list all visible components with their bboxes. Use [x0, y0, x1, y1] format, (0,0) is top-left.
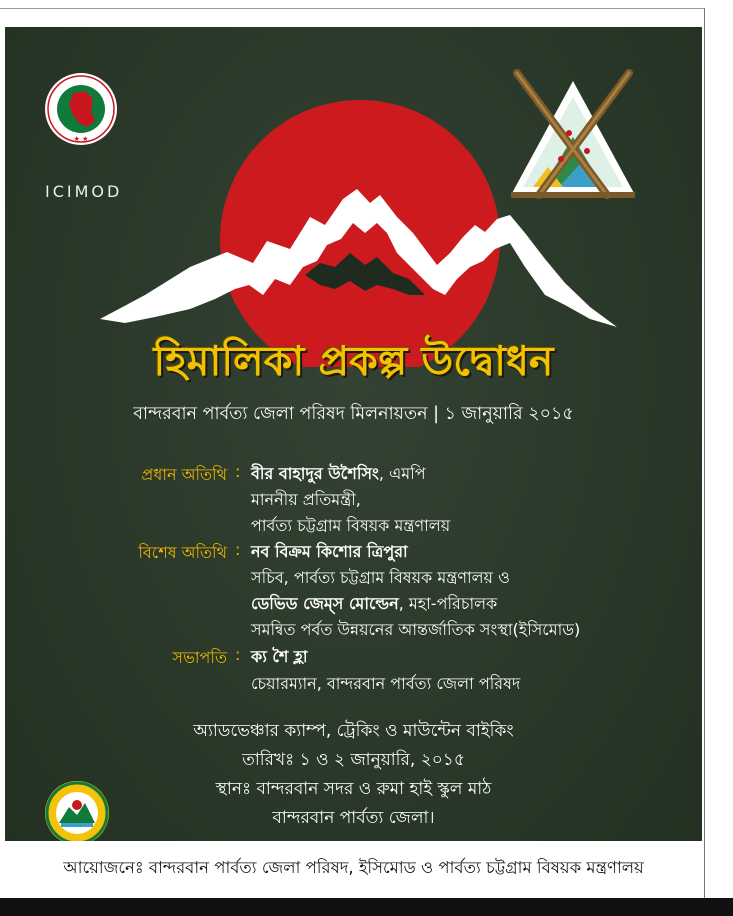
page-bottom-bar [0, 898, 733, 916]
chief-guest-ministry: পার্বত্য চট্টগ্রাম বিষয়ক মন্ত্রণালয় [251, 516, 451, 535]
special-guest-name: নব বিক্রম কিশোর ত্রিপুরা [251, 542, 408, 561]
special-guest-position: সচিব, পার্বত্য চট্টগ্রাম বিষয়ক মন্ত্রণালয় ও [251, 568, 510, 587]
special-guest-2-name-line [251, 591, 497, 618]
chair-name: ক্য শৈ হ্লা [251, 647, 308, 666]
chief-guest-colon: : [235, 462, 241, 481]
icimod-logo: ICIMOD [45, 182, 123, 201]
organizers-text: আয়োজনেঃ বান্দরবান পার্বত্য জেলা পরিষদ, ইসিমোড ও পার্বত্য চট্টগ্রাম বিষয়ক মন্ত্রণালয় [63, 858, 644, 877]
government-seal-icon [43, 71, 119, 147]
special-guest-2-title: , মহা-পরিচালক [398, 594, 498, 613]
chair-position: চেয়ারম্যান, বান্দরবান পার্বত্য জেলা পরিষদ [251, 674, 521, 693]
chief-guest-title: , এমপি [378, 464, 426, 483]
camp-emblem-icon [503, 67, 643, 199]
special-guest-2-organization: সমন্বিত পর্বত উন্নয়নের আন্তর্জাতিক সংস্থা(ইসিমোড) [251, 620, 581, 639]
page-right-rule [704, 8, 705, 898]
event-poster [5, 27, 702, 889]
special-guest-2-name: ডেভিড জেম্স মোল্ডেন [251, 594, 399, 613]
chair-role: সভাপতি [172, 648, 227, 667]
chief-guest-name: বীর বাহাদুর উশৈসিং [251, 464, 379, 483]
event-location: স্থানঃ বান্দরবান সদর ও রুমা হাই স্কুল মাঠ [215, 779, 492, 799]
special-guest-role: বিশেষ অতিথি [138, 543, 227, 562]
venue-subtitle: বান্দরবান পার্বত্য জেলা পরিষদ মিলনায়তন | ১ জানুয়ারি ২০১৫ [133, 404, 574, 424]
chief-guest-name-line [251, 461, 426, 488]
red-sun [220, 100, 500, 367]
district-council-seal-icon [43, 779, 111, 847]
organizers-footer [5, 841, 702, 889]
event-date: তারিখঃ ১ ও ২ জানুয়ারি, ২০১৫ [242, 750, 465, 770]
event-activities: অ্যাডভেঞ্চার ক্যাম্প, ট্রেকিং ও মাউন্টেন বাইকিং [193, 721, 514, 741]
chair-colon: : [235, 645, 241, 664]
svg-text:★ ★: ★ ★ [73, 135, 89, 143]
special-guest-colon: : [235, 540, 241, 559]
page-title: হিমালিকা প্রকল্প উদ্বোধন [153, 337, 554, 385]
chief-guest-role: প্রধান অতিথি [141, 465, 227, 484]
chief-guest-position: মাননীয় প্রতিমন্ত্রী, [251, 490, 361, 509]
event-district: বান্দরবান পার্বত্য জেলা। [272, 808, 435, 828]
page-top-rule [0, 8, 705, 9]
